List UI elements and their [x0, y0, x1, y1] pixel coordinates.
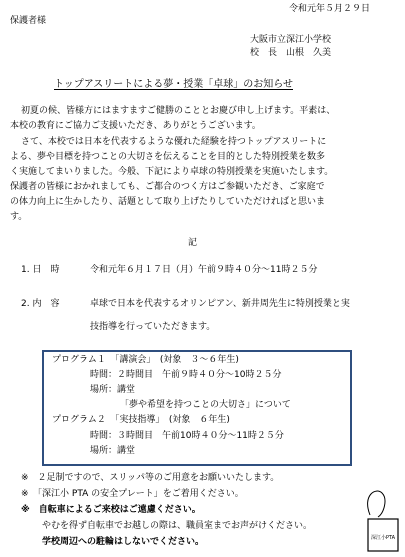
item-content-label: 2. 内 容 — [21, 299, 60, 309]
body-paragraph-2-line-5: の体力向上に生かしたり、話題として取り上げたりしていただければと思いま — [10, 197, 326, 207]
item-content-line-2: 技指導を行っていただきます。 — [90, 322, 216, 332]
body-paragraph-1-line-2: 本校の教育にご協力ご支援いただき、ありがとうございます。 — [10, 121, 261, 131]
body-paragraph-2-line-6: す。 — [10, 212, 28, 222]
document-date: 令和元年５月２９日 — [289, 4, 371, 14]
note-pta-plate: ※ 「深江小 PTA の安全プレート」をご着用ください。 — [21, 489, 244, 499]
program-2-title: プログラム２ 「実技指導」 (対象 ６年生) — [52, 415, 230, 425]
document-title: トップアスリートによる夢・授業「卓球」のお知らせ — [54, 79, 293, 90]
item-date-value: 令和元年６月１７日（月）午前９時４０分～11時２５分 — [90, 265, 318, 275]
item-date-label: 1. 日 時 — [21, 265, 60, 275]
school-name: 大阪市立深江小学校 — [250, 35, 332, 45]
note-no-parking: 学校周辺への駐輪はしないでください。 — [42, 537, 205, 547]
program-2-time: 時間：３時間目 午前10時４０分～11時２５分 — [90, 431, 284, 441]
principal-name: 校 長 山根 久美 — [250, 48, 332, 58]
pta-safety-plate-illustration — [362, 485, 404, 555]
item-content-line-1: 卓球で日本を代表するオリンピアン、新井周先生に特別授業と実 — [90, 299, 350, 309]
body-paragraph-2-line-4: 保護者の皆様におかれましても、ご都合のつく方はご参観いただき、ご家庭で — [10, 182, 325, 192]
body-paragraph-2-line-3: く実施してまいりました。今般、下記により卓球の特別授業を実施いたします。 — [10, 167, 334, 177]
note-slippers: ※ ２足制ですので、スリッパ等のご用意をお願いいたします。 — [21, 473, 280, 483]
note-no-bicycle: ※ 自転車によるご来校はご遠慮ください。 — [21, 505, 201, 515]
recipient: 保護者様 — [10, 16, 47, 26]
tag-label: 深江小PTA — [370, 535, 396, 541]
program-1-title: プログラム１ 「講演会」 (対象 ３～６年生) — [52, 355, 239, 365]
program-2-place: 場所：講堂 — [90, 446, 136, 456]
body-paragraph-2-line-1: さて、本校では日本を代表するような優れた経験を持つトップアスリートに — [21, 137, 327, 147]
ki-heading: 記 — [188, 238, 198, 248]
note-bicycle-exception: やむを得ず自転車でお越しの際は、職員室までお声がけください。 — [42, 521, 313, 531]
body-paragraph-2-line-2: よる、夢や目標を持つことの大切さを伝えることを目的とした特別授業を数多 — [10, 152, 326, 162]
program-1-theme: 「夢や希望を持つことの大切さ」について — [120, 400, 291, 410]
program-1-place: 場所：講堂 — [90, 385, 136, 395]
body-paragraph-1-line-1: 初夏の候、皆様方にはますますご健勝のこととお慶び申し上げます。平素は、 — [21, 106, 336, 116]
program-1-time: 時間：２時間目 午前９時４０分～10時２５分 — [90, 370, 282, 380]
